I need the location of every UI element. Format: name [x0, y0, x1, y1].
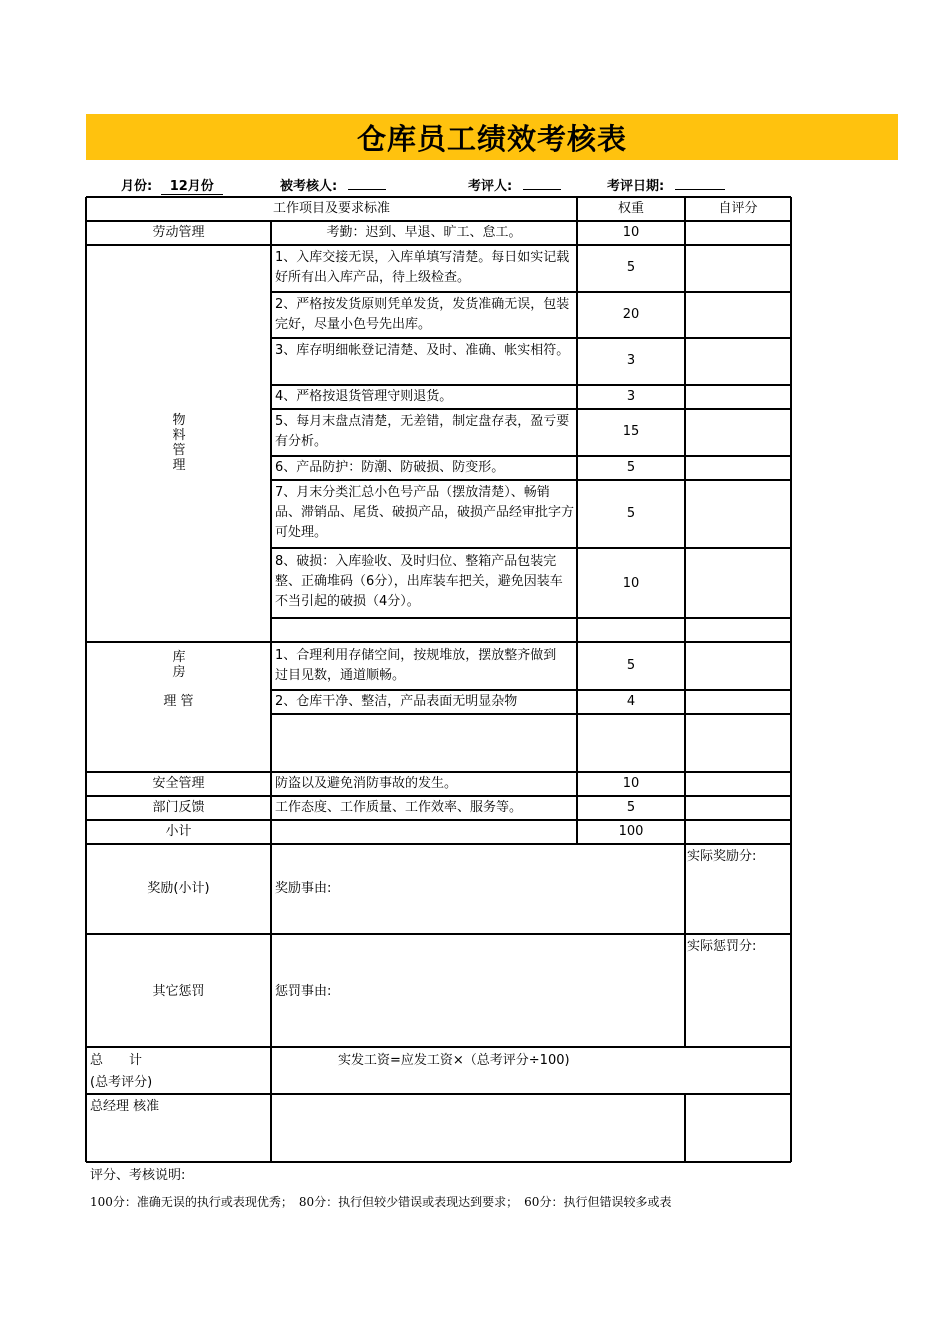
material-weight-3: 3 [626, 353, 636, 368]
col-header-item: 工作项目及要求标准 [272, 201, 390, 216]
material-item-5: 5、每月末盘点清楚，无差错，制定盘存表，盈亏要有分析。 [275, 414, 570, 449]
item-feedback: 工作态度、工作质量、工作效率、服务等。 [275, 800, 523, 815]
assessee-label: 被考核人: [280, 179, 338, 194]
manager-approval-label: 总经理 核准 [90, 1099, 160, 1114]
col-header-weight: 权重 [617, 201, 644, 216]
material-item-8: 8、破损：入库验收、及时归位、整箱产品包装完整、正确堆码（6分），出库装车把关，避免因装车不当引起的破损（4分）。 [275, 554, 563, 609]
warehouse-weight-1: 5 [626, 658, 636, 673]
warehouse-item-1: 1、合理利用存储空间，按规堆放，摆放整齐做到过目见数，通道顺畅。 [275, 648, 557, 683]
assessor-label: 考评人: [468, 179, 513, 194]
weight-labor: 10 [622, 225, 640, 240]
item-safety: 防盗以及避免消防事故的发生。 [275, 776, 458, 791]
total-label: 总 计 [90, 1053, 143, 1068]
material-weight-2: 20 [622, 307, 640, 322]
weight-safety: 10 [622, 776, 640, 791]
category-safety: 安全管理 [152, 776, 205, 791]
category-material: 物料管理 [172, 413, 186, 473]
item-labor: 考勤：迟到、早退、旷工、怠工。 [326, 225, 522, 240]
warehouse-weight-2: 4 [626, 694, 636, 709]
weight-feedback: 5 [626, 800, 636, 815]
date-label: 考评日期: [607, 179, 665, 194]
material-weight-1: 5 [626, 260, 636, 275]
material-weight-4: 3 [626, 389, 636, 404]
subtotal-weight: 100 [618, 824, 644, 839]
warehouse-item-2: 2、仓库干净、整洁，产品表面无明显杂物 [275, 694, 518, 709]
material-item-6: 6、产品防护：防潮、防破损、防变形。 [275, 460, 505, 475]
category-warehouse-bottom: 理 管 [163, 694, 194, 709]
month-label: 月份: [121, 179, 153, 194]
material-item-1: 1、入库交接无误，入库单填写清楚。每日如实记载好所有出入库产品，待上级检查。 [275, 250, 570, 285]
col-header-self-score: 自评分 [718, 201, 758, 216]
material-weight-6: 5 [626, 460, 636, 475]
notes-heading: 评分、考核说明: [90, 1168, 186, 1183]
material-item-4: 4、严格按退货管理守则退货。 [275, 389, 453, 404]
material-item-3: 3、库存明细帐登记清楚、及时、准确、帐实相符。 [275, 343, 570, 358]
penalty-label: 其它惩罚 [152, 984, 205, 999]
material-weight-7: 5 [626, 506, 636, 521]
month-value[interactable]: 12月份 [161, 180, 223, 195]
reward-score-label: 实际奖励分: [687, 849, 757, 864]
material-item-7: 7、月末分类汇总小色号产品（摆放清楚）、畅销品、滞销品、尾货、破损产品，破损产品经审批字方可处理。 [275, 485, 575, 540]
material-weight-5: 15 [622, 424, 640, 439]
subtotal-label: 小计 [165, 824, 192, 839]
category-warehouse-top: 库房 [172, 650, 186, 680]
penalty-reason-label: 惩罚事由: [275, 984, 332, 999]
total-formula: 实发工资=应发工资×（总考评分÷100) [338, 1053, 570, 1068]
material-weight-8: 10 [622, 576, 640, 591]
category-labor: 劳动管理 [152, 225, 205, 240]
page-title: 仓库员工绩效考核表 [356, 122, 627, 156]
category-feedback: 部门反馈 [152, 800, 205, 815]
material-item-2: 2、严格按发货原则凭单发货，发货准确无误，包装完好，尽量小色号先出库。 [275, 297, 570, 332]
penalty-score-label: 实际惩罚分: [687, 939, 757, 954]
total-sublabel: (总考评分) [90, 1075, 153, 1090]
reward-label: 奖励(小计) [147, 881, 210, 896]
reward-reason-label: 奖励事由: [275, 881, 332, 896]
notes-line: 100分：准确无误的执行或表现优秀； 80分：执行但较少错误或表现达到要求； 60分：执行但错误较多或表 [90, 1195, 672, 1209]
